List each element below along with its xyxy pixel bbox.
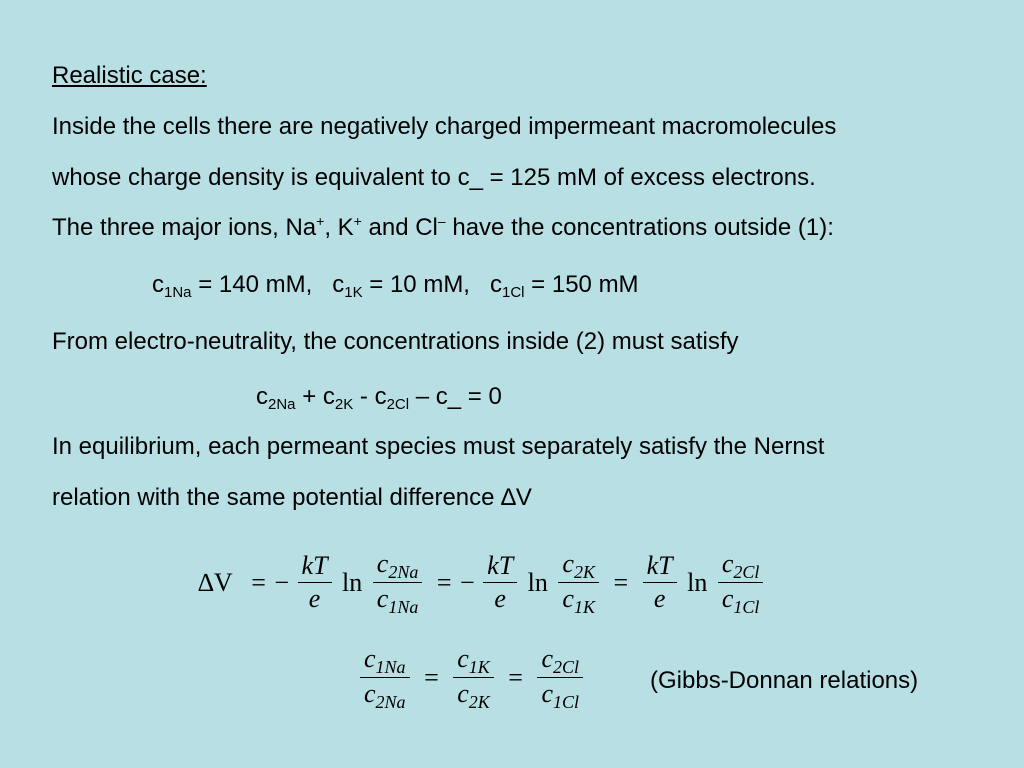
kT-over-e-fraction: $\frac{kT}{e}$ — [483, 550, 517, 615]
delta-v: ∆V — [198, 567, 233, 597]
kT-over-e-fraction: $\frac{kT}{e}$ — [298, 550, 332, 615]
cl-ratio-fraction-2: $\frac{c_{2Cl}}{c_{1Cl}}$ — [537, 643, 583, 712]
na-ratio-fraction: $\frac{c_{2Na}}{c_{1Na}}$ — [373, 548, 423, 617]
gibbs-donnan-label: (Gibbs-Donnan relations) — [650, 667, 919, 694]
paragraph-line-3: The three major ions, Na+, K+ and Cl– have the concentrations outside (1): — [52, 213, 834, 241]
paragraph-line-6: relation with the same potential difference ∆V — [52, 484, 532, 511]
heading: Realistic case: — [52, 62, 207, 89]
nernst-equation: ∆V = − $\frac{kT}{e}$ ln $\frac{c_{2Na}}{c_{1Na}}$ = − $\frac{kT}{e}$ ln $\frac{c_{2K}}{c_{1K}}$ = $\frac{kT}{e}$ ln $\frac{c_{2Cl}}{c_{1Cl}}$ — [198, 548, 765, 617]
outside-concentrations: $c_{1Na} = 140$ mM, $c_{1K} = 10$ mM, $c_{1Cl} = 150$ mM — [152, 271, 639, 301]
gibbs-donnan-equation: $\frac{c_{1Na}}{c_{2Na}}$ = $\frac{c_{1K}}{c_{2K}}$ = $\frac{c_{2Cl}}{c_{1Cl}}$ — [358, 643, 585, 712]
paragraph-line-4: From electro-neutrality, the concentrations inside (2) must satisfy — [52, 328, 739, 355]
paragraph-line-5: In equilibrium, each permeant species must separately satisfy the Nernst — [52, 433, 825, 460]
paragraph-line-1: Inside the cells there are negatively charged impermeant macromolecules — [52, 113, 837, 140]
k-ratio-fraction: $\frac{c_{2K}}{c_{1K}}$ — [558, 548, 599, 617]
k-inverse-ratio-fraction: $\frac{c_{1K}}{c_{2K}}$ — [453, 643, 494, 712]
electroneutrality-equation: $c_{2Na} + c_{2K} - c_{2Cl}$ – c_ = 0 — [256, 383, 502, 413]
paragraph-line-2: whose charge density is equivalent to c_ = 125 mM of excess electrons. — [52, 164, 816, 191]
cl-ratio-fraction: $\frac{c_{2Cl}}{c_{1Cl}}$ — [718, 548, 764, 617]
kT-over-e-fraction: $\frac{kT}{e}$ — [643, 550, 677, 615]
na-inverse-ratio-fraction: $\frac{c_{1Na}}{c_{2Na}}$ — [360, 643, 410, 712]
